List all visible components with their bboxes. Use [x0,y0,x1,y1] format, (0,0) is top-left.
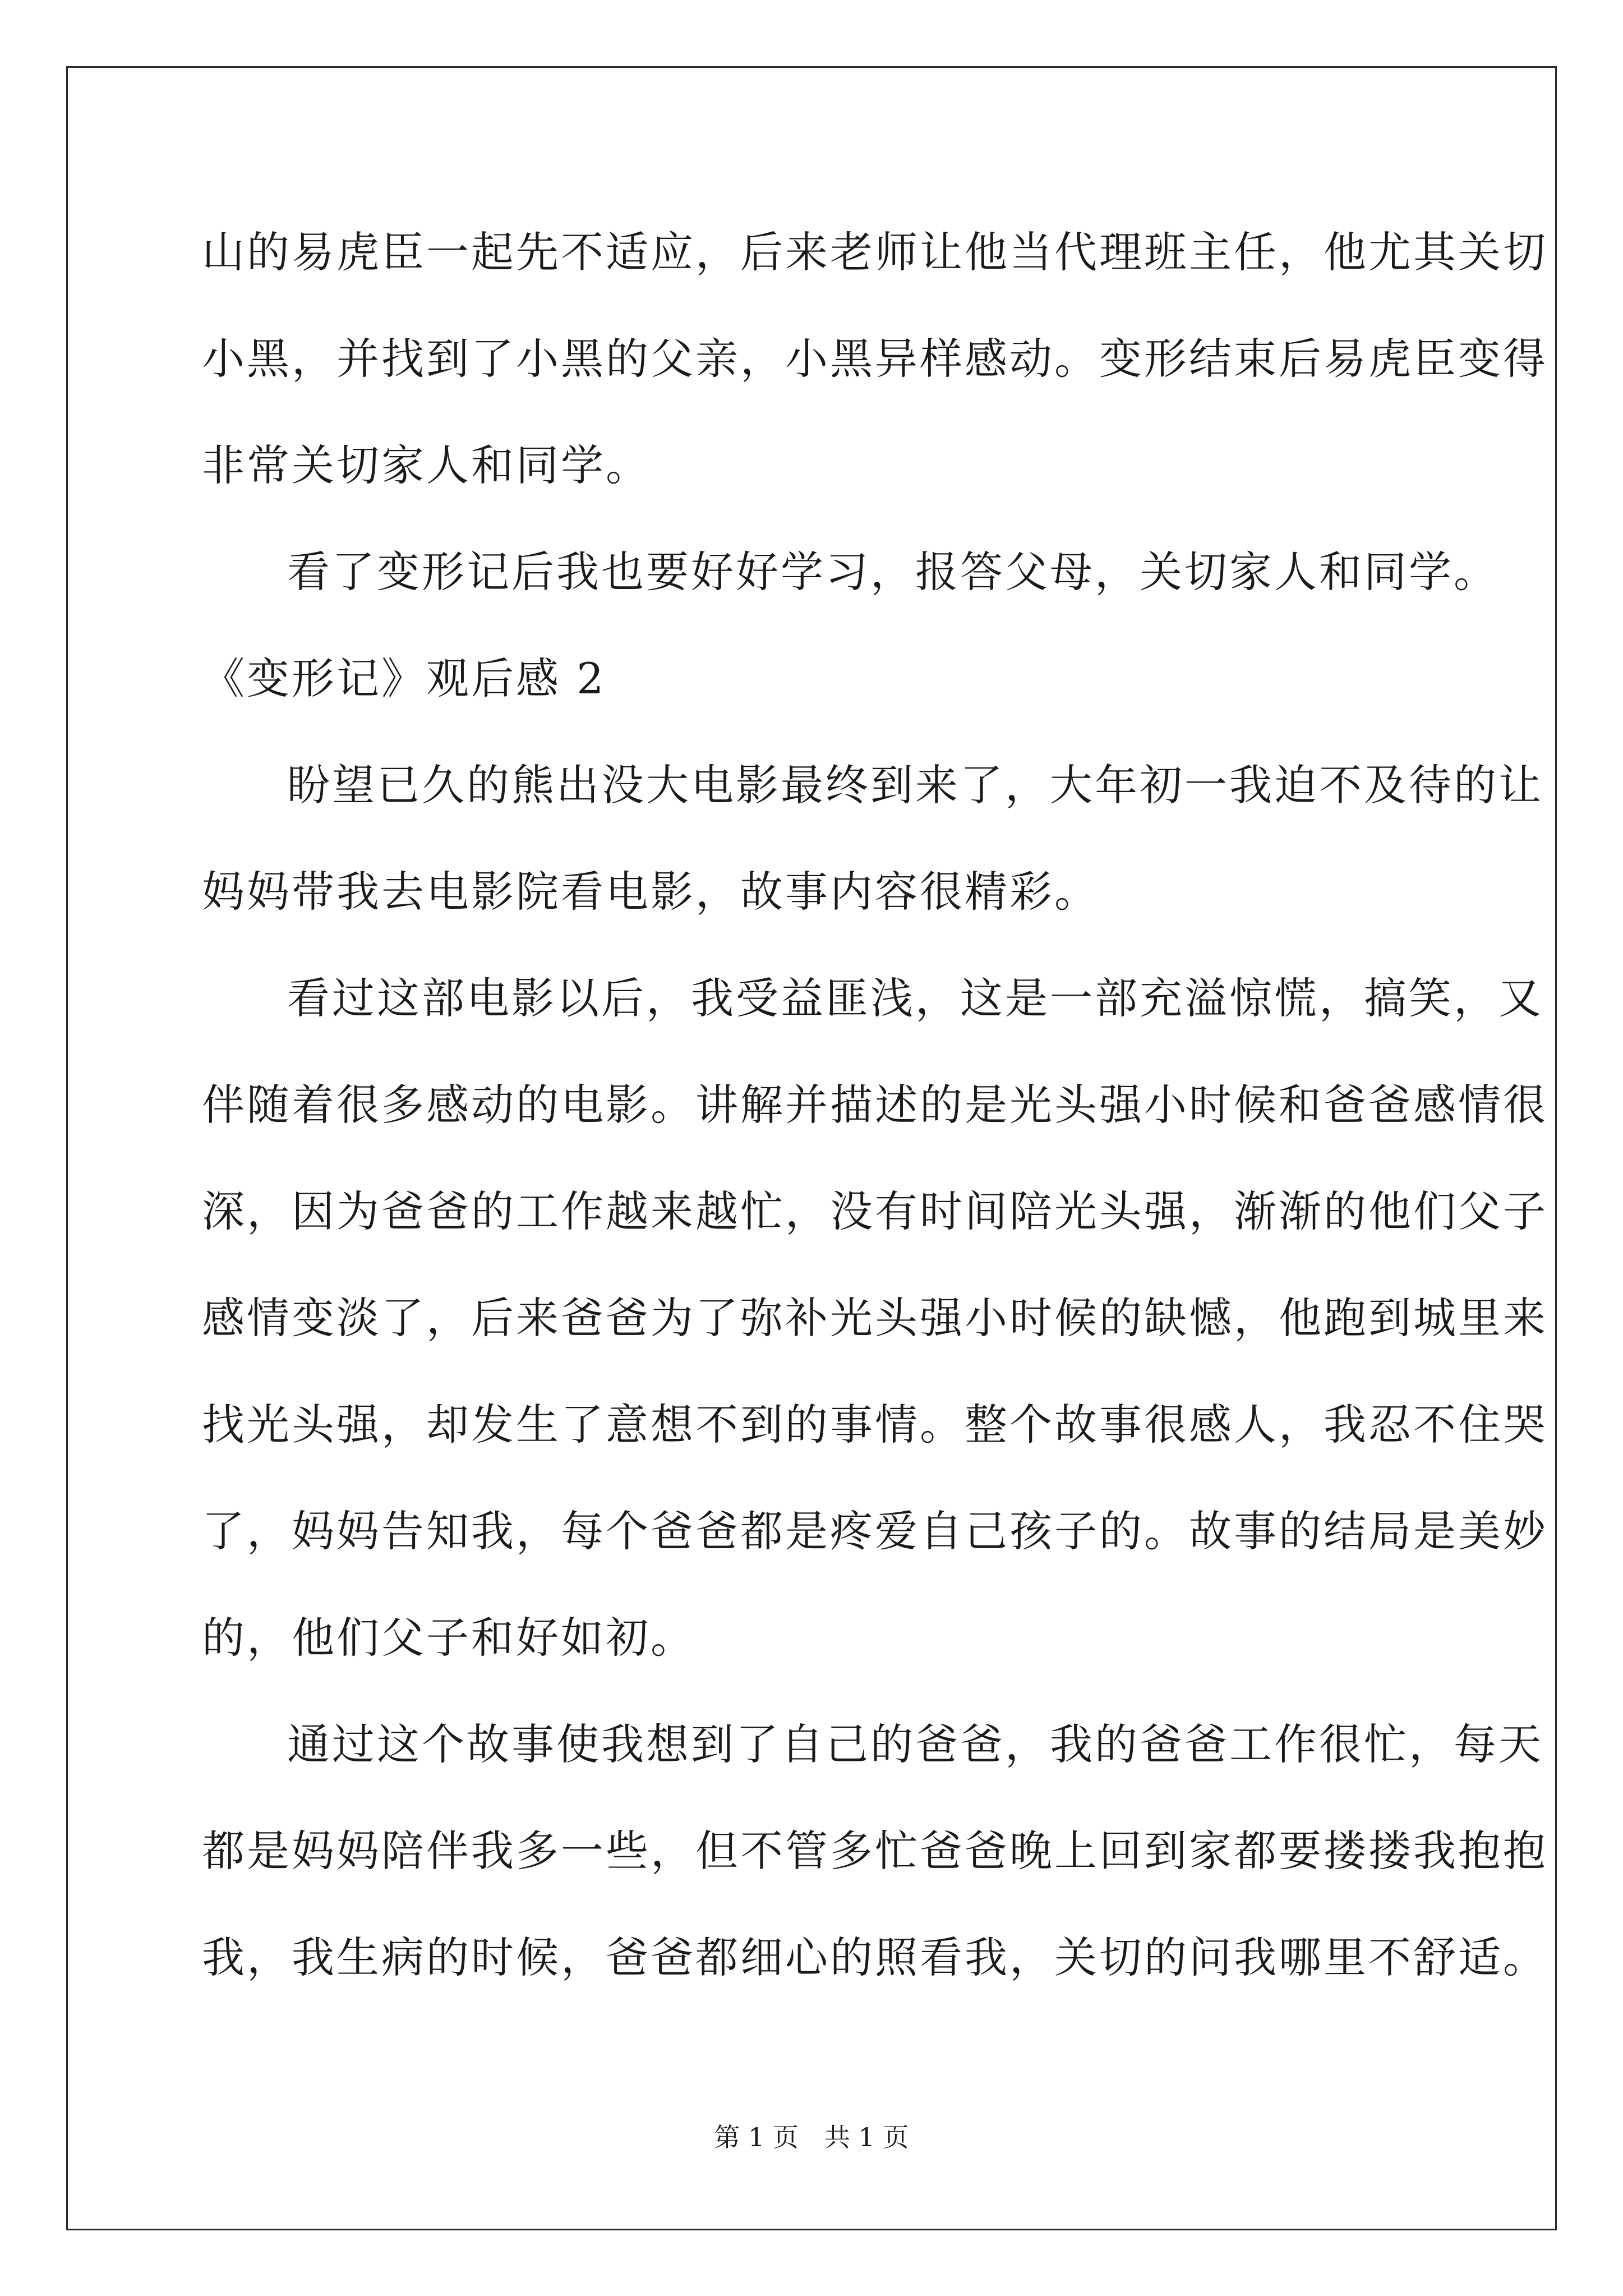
text-line: 都是妈妈陪伴我多一些，但不管多忙爸爸晚上回到家都要搂搂我抱抱 [202,1826,1548,1876]
text-line: 伴随着很多感动的电影。讲解并描述的是光头强小时候和爸爸感情很 [202,1080,1548,1130]
text-line: 通过这个故事使我想到了自己的爸爸，我的爸爸工作很忙，每天 [287,1719,1543,1769]
page-footer: 第 1 页 共 1 页 [714,2122,909,2152]
text-line: 找光头强，却发生了意想不到的事情。整个故事很感人，我忍不住哭 [202,1400,1548,1450]
text-line: 了，妈妈告知我，每个爸爸都是疼爱自己孩子的。故事的结局是美妙 [202,1506,1548,1556]
text-line: 山的易虎臣一起先不适应，后来老师让他当代理班主任，他尤其关切 [202,227,1548,277]
text-line: 感情变淡了，后来爸爸为了弥补光头强小时候的缺憾，他跑到城里来 [202,1293,1548,1343]
text-line: 小黑，并找到了小黑的父亲，小黑异样感动。变形结束后易虎臣变得 [202,334,1548,384]
text-line: 我，我生病的时候，爸爸都细心的照看我，关切的问我哪里不舒适。 [202,1932,1548,1982]
text-line: 深，因为爸爸的工作越来越忙，没有时间陪光头强，渐渐的他们父子 [202,1186,1548,1236]
document-body [202,199,1548,2011]
text-line: 非常关切家人和同学。 [202,440,651,490]
text-line: 看过这部电影以后，我受益匪浅，这是一部充溢惊慌，搞笑，又 [287,973,1543,1023]
text-line: 妈妈带我去电影院看电影，故事内容很精彩。 [202,867,1099,917]
text-line: 的，他们父子和好如初。 [202,1613,695,1663]
text-line: 看了变形记后我也要好好学习，报答父母，关切家人和同学。 [287,547,1498,597]
section-heading: 《变形记》观后感 2 [202,654,606,703]
text-line: 盼望已久的熊出没大电影最终到来了，大年初一我迫不及待的让 [287,760,1543,810]
